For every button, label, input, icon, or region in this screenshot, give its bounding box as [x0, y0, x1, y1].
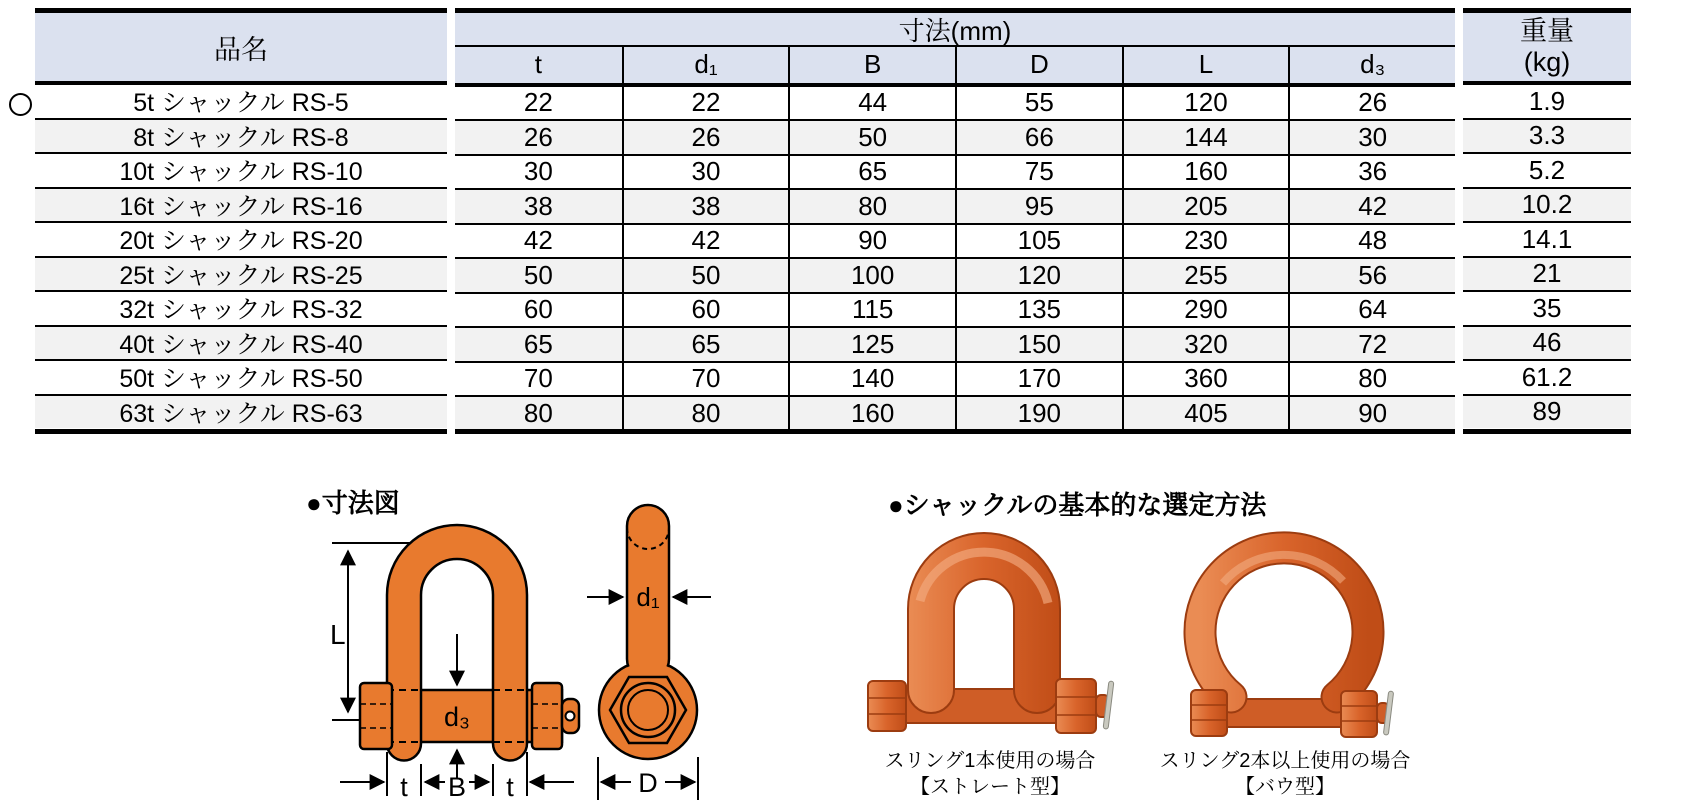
caption-straight-line2: 【ストレート型】: [910, 776, 1070, 798]
column-header-B: B: [788, 47, 955, 83]
photo-straight-shackle: [860, 513, 1120, 748]
cotter-pin-hole: [566, 712, 575, 721]
dimension-cell-3: 66: [955, 121, 1122, 154]
product-name-cell: 16t シャックル RS-16: [35, 189, 447, 224]
label-t-left: t: [400, 772, 408, 800]
photo-bow-body: [1200, 548, 1368, 697]
column-header-product-name: 品名: [35, 13, 447, 85]
dimension-cell-0: 30: [523, 156, 553, 187]
label-d3: d₃: [443, 702, 471, 732]
weight-header-line1: 重量: [1520, 16, 1574, 46]
column-group-header-dimensions: 寸法(mm): [455, 13, 1455, 47]
product-name-cell: 10t シャックル RS-10: [35, 154, 447, 189]
dimension-cell-5: 80: [1288, 363, 1455, 396]
weight-section: [1463, 8, 1631, 434]
dimension-cell-4: 144: [1122, 121, 1289, 154]
dimension-cell-2: 115: [788, 294, 955, 327]
label-L: L: [330, 619, 346, 650]
dimension-row: [455, 190, 1455, 225]
dimension-cell-2: 100: [788, 259, 955, 292]
product-name-cell: 20t シャックル RS-20: [35, 223, 447, 258]
label-B: B: [447, 772, 467, 800]
weight-column-body: [1463, 85, 1631, 428]
dimension-cell-0: 70: [523, 363, 553, 394]
spec-table: [35, 8, 1631, 434]
dimension-cell-5: 42: [1288, 190, 1455, 223]
dimension-row: [455, 225, 1455, 260]
dimension-cell-2: 160: [788, 397, 955, 429]
photo-straight-body: [908, 533, 1060, 713]
dimension-cell-5: 30: [1288, 121, 1455, 154]
product-name-cell: 32t シャックル RS-32: [35, 292, 447, 327]
dimension-cell-0: 38: [523, 190, 553, 221]
dimension-cell-0: 60: [523, 294, 553, 325]
dimension-cell-3: 150: [955, 328, 1122, 361]
product-name-column-body: [35, 85, 447, 428]
column-header-weight: [1463, 13, 1631, 85]
dimension-cell-3: 75: [955, 156, 1122, 189]
dimension-cell-0: 80: [523, 397, 553, 428]
dimension-cell-4: 320: [1122, 328, 1289, 361]
weight-header-line2: (kg): [1523, 47, 1571, 77]
dimension-cell-3: 135: [955, 294, 1122, 327]
caption-bow-line1: スリング2本以上使用の場合: [1159, 750, 1411, 772]
dimension-cell-5: 48: [1288, 225, 1455, 258]
caption-straight-type: [845, 748, 1135, 800]
dimension-row: [455, 363, 1455, 398]
dimensions-header: [455, 13, 1455, 87]
dimension-cell-1: 50: [622, 259, 789, 292]
label-D: D: [638, 768, 658, 798]
dimension-cell-2: 140: [788, 363, 955, 396]
dimension-cell-4: 290: [1122, 294, 1289, 327]
dimensions-column-body: [455, 87, 1455, 430]
product-name-cell: 5t シャックル RS-5: [35, 85, 447, 120]
dimension-diagram-front-view: [330, 452, 620, 800]
dimension-cell-4: 255: [1122, 259, 1289, 292]
column-header-d3: d₃: [1288, 47, 1455, 83]
dimension-cell-0: 42: [523, 225, 553, 256]
dimension-cell-0: 26: [523, 121, 553, 152]
caption-straight-line1: スリング1本使用の場合: [884, 750, 1096, 772]
dimension-cell-4: 160: [1122, 156, 1289, 189]
dimension-cell-3: 105: [955, 225, 1122, 258]
dimension-cell-2: 50: [788, 121, 955, 154]
weight-cell: 89: [1463, 396, 1631, 428]
dimension-cell-0: 65: [523, 328, 553, 359]
dimension-cell-2: 80: [788, 190, 955, 223]
weight-cell: 35: [1463, 292, 1631, 327]
dimension-cell-1: 26: [622, 121, 789, 154]
dimension-cell-2: 125: [788, 328, 955, 361]
dimension-cell-3: 190: [955, 397, 1122, 429]
dimension-cell-2: 65: [788, 156, 955, 189]
pin-nut: [532, 683, 562, 749]
product-name-section: [35, 8, 447, 434]
caption-bow-line2: 【バウ型】: [1235, 776, 1335, 798]
column-header-t: t: [534, 49, 542, 80]
dimension-cell-4: 205: [1122, 190, 1289, 223]
dimension-cell-1: 42: [622, 225, 789, 258]
dimension-row: [455, 156, 1455, 191]
dimension-cell-5: 64: [1288, 294, 1455, 327]
weight-cell: 5.2: [1463, 154, 1631, 189]
pin-hex-head: [360, 683, 392, 749]
dimension-cell-3: 55: [955, 87, 1122, 120]
dimension-cell-2: 44: [788, 87, 955, 120]
dimension-row: [455, 259, 1455, 294]
label-t-right: t: [506, 772, 514, 800]
product-name-cell: 50t シャックル RS-50: [35, 361, 447, 396]
dimension-cell-1: 30: [622, 156, 789, 189]
selection-method-heading: ●シャックルの基本的な選定方法: [888, 490, 1267, 520]
label-d1: d₁: [636, 582, 660, 612]
dimension-cell-0: 22: [523, 87, 553, 118]
product-name-cell: 63t シャックル RS-63: [35, 396, 447, 428]
dimension-cell-5: 36: [1288, 156, 1455, 189]
dimension-cell-4: 405: [1122, 397, 1289, 429]
dimension-cell-2: 90: [788, 225, 955, 258]
dimension-row: [455, 294, 1455, 329]
weight-cell: 61.2: [1463, 361, 1631, 396]
dimension-diagram-heading: ●寸法図: [306, 488, 400, 518]
product-name-cell: 8t シャックル RS-8: [35, 120, 447, 155]
dimension-row: [455, 328, 1455, 363]
circle-annotation-icon: [9, 93, 32, 116]
caption-bow-type: [1130, 748, 1440, 800]
weight-cell: 3.3: [1463, 120, 1631, 155]
dimension-cell-4: 230: [1122, 225, 1289, 258]
dimension-cell-1: 80: [622, 397, 789, 429]
weight-cell: 21: [1463, 258, 1631, 293]
dimension-cell-4: 360: [1122, 363, 1289, 396]
dimension-diagram-side-view: [585, 452, 715, 800]
column-header-d1: d₁: [622, 47, 789, 83]
dimension-cell-1: 60: [622, 294, 789, 327]
column-header-D: D: [955, 47, 1122, 83]
dimension-cell-5: 72: [1288, 328, 1455, 361]
dimension-cell-1: 22: [622, 87, 789, 120]
dimension-cell-4: 120: [1122, 87, 1289, 120]
weight-cell: 46: [1463, 327, 1631, 362]
weight-cell: 10.2: [1463, 189, 1631, 224]
dimension-subheaders: [455, 47, 1455, 83]
product-name-cell: 25t シャックル RS-25: [35, 258, 447, 293]
dimension-cell-1: 70: [622, 363, 789, 396]
product-name-cell: 40t シャックル RS-40: [35, 327, 447, 362]
dimension-cell-5: 90: [1288, 397, 1455, 429]
dimension-row: [455, 121, 1455, 156]
dimension-row: [455, 397, 1455, 429]
column-header-L: L: [1122, 47, 1289, 83]
weight-cell: 14.1: [1463, 223, 1631, 258]
dimension-cell-1: 38: [622, 190, 789, 223]
photo-bow-shackle: [1153, 513, 1413, 748]
dimension-cell-3: 170: [955, 363, 1122, 396]
dimension-cell-0: 50: [523, 259, 553, 290]
dimension-cell-5: 56: [1288, 259, 1455, 292]
dimension-cell-5: 26: [1288, 87, 1455, 120]
dimension-row: [455, 87, 1455, 122]
dimensions-section: [455, 8, 1455, 434]
dimension-cell-3: 95: [955, 190, 1122, 223]
dimension-cell-3: 120: [955, 259, 1122, 292]
dimension-cell-1: 65: [622, 328, 789, 361]
weight-cell: 1.9: [1463, 85, 1631, 120]
